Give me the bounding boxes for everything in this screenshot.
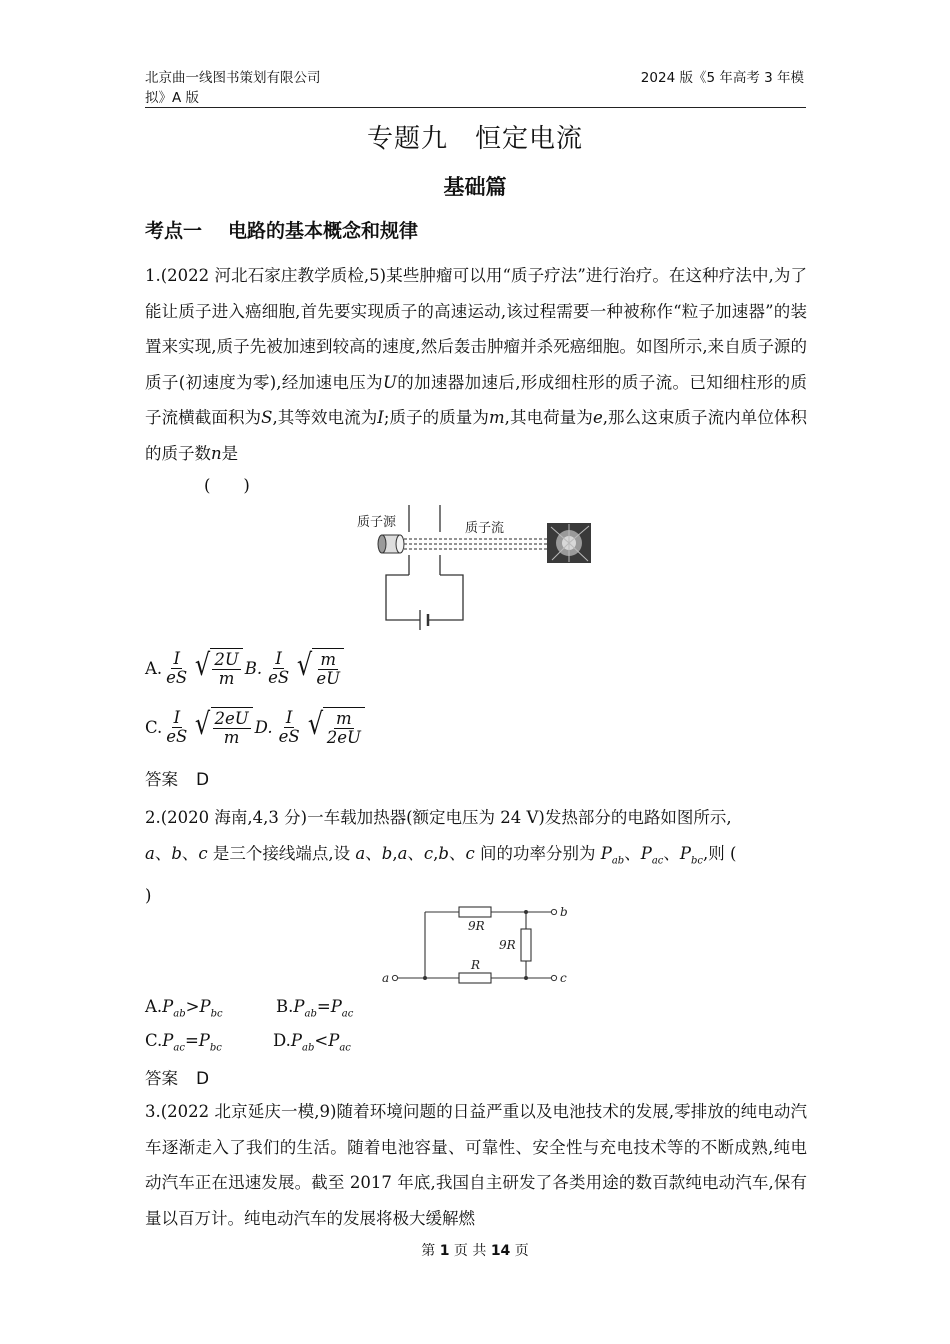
q1-option-b-label: B. [244,658,263,678]
fraction-denominator: eS [166,667,188,687]
battery-circuit [386,575,463,630]
q1-text: 是 [221,443,239,463]
header-rule [145,107,806,108]
terminal-a-label: a [382,971,390,985]
q1-text: 某些肿瘤可以用“质子疗法”进行治疗。在这种疗法中,为了能让质子进入癌细胞,首先要实现质子的高速运动,该过程需要一种被称作“粒子加速器”的装置来实现,质子先被加速到较高的速度,然后轰击肿瘤并杀死癌细胞。如图所示,来自质子源的质子(初速度为零),经加速电压为 [145,266,807,392]
q1-option-d-sqrt: √ $\frac{m}{2eU}$ [306,707,365,747]
fraction-numerator: 2U [214,650,239,669]
proton-stream [404,539,547,549]
section-label: 考点一 [145,220,203,242]
section-title: 电路的基本概念和规律 [228,220,419,242]
accelerator-plates [409,505,440,575]
q1-option-a-fraction [164,650,189,687]
header-publisher-line1: 北京曲一线图书策划有限公司 [145,70,321,86]
q1-option-b-fraction [266,650,291,687]
page-subtitle: 基础篇 [443,175,507,199]
proton-source-icon [378,535,404,553]
question-1 [145,258,807,471]
q1-var: e [592,408,603,427]
label-9r-right: 9R [499,938,516,952]
q1-option-b-sqrt: √ $\frac{m}{eU}$ [295,648,344,688]
fraction-numerator: 2eU [214,709,249,728]
fraction-denominator: eS [166,726,188,746]
proton-accelerator-figure [355,505,600,635]
q2-option-b: $B.P_{ab}=P_{ac}$ [276,997,354,1020]
q1-var: S [261,408,273,427]
fig1-stream-label: 质子流 [465,521,505,536]
header-publisher [145,68,365,108]
q2-text-line-2: a、b、c 是三个接线端点,设 a、b,a、c,b、c 间的功率分别为 $P_{ab}$、$P_{ac}$、$P_{bc}$,则 ( [145,843,737,866]
tumor-cell-icon [547,523,591,563]
answer-value: D [196,770,210,790]
q3-text: 随着环境问题的日益严重以及电池技术的发展,零排放的纯电动汽车逐渐走入了我们的生活。随着电池容量、可靠性、安全性与充电技术等的不断成熟,纯电动汽车正在迅速发展。截至 2017 年底,我国自主研发了各类用途的数百款纯电动汽车,保有量以百万计。纯电动汽车的发展将极大缓解燃 [145,1102,807,1228]
q2-option-d: $D.P_{ab}<P_{ac}$ [273,1031,351,1054]
q2-option-c: $C.P_{ac}=P_{bc}$ [145,1031,222,1054]
question-3 [145,1094,807,1236]
q1-var: n [211,443,222,463]
footer-text: 页 共 [453,1243,487,1259]
page-title: 专题九 恒定电流 [366,124,583,154]
q1-option-d-label: D. [254,717,273,737]
option-label: A. [145,997,163,1016]
q1-options-row-2 [145,707,365,747]
footer-text: 页 [514,1243,529,1259]
q1-text: 的加速器加速后,形成细柱形的质子流。已知细柱形的质子流横截面积为 [145,372,807,427]
q1-source: 1.(2022 河北石家庄教学质检,5) [145,266,387,285]
section-heading [145,216,418,243]
resistor-9r-top [459,907,491,917]
fig1-source-label: 质子源 [357,515,397,530]
q1-text: ,其电荷量为 [504,408,593,427]
q1-text: ,其等效电流为 [272,408,378,427]
terminal-b-label: b [560,905,568,919]
label-9r-top: 9R [468,919,485,933]
question-2 [145,800,807,914]
option-label: D. [273,1031,291,1050]
q1-var: U [382,372,397,392]
q2-text-line-3: ) [145,886,152,906]
q1-option-a-sqrt: √ $\frac{2U}{m}$ [193,648,243,688]
q1-var: m [489,408,505,427]
fraction-numerator: m [336,709,352,728]
q3-source: 3.(2022 北京延庆一模,9) [145,1102,337,1121]
q1-option-a-label: A. [145,658,163,678]
q1-option-c-label: C. [145,717,163,737]
answer-label: 答案 [145,770,178,789]
resistor-r-bottom [459,973,491,983]
answer-value: D [196,1069,210,1089]
q1-text: ;质子的质量为 [383,408,490,427]
q2-text: 一车载加热器(额定电压为 24 V)发热部分的电路如图所示, [307,808,732,827]
header-book-title: 2024 版《5 年高考 3 年模 [640,70,804,86]
q1-option-c-fraction [164,709,189,746]
fraction-denominator: eS [268,667,290,687]
q1-option-d-fraction [277,709,302,746]
fraction-denominator: eU [316,669,341,688]
fraction-denominator: m [218,669,235,688]
footer-text: 第 [421,1243,436,1259]
page-footer [0,1240,950,1260]
fraction-numerator: I [173,707,181,727]
resistor-9r-right [521,929,531,961]
q1-var: I [377,408,384,427]
q1-options-row-1 [145,648,344,688]
label-r-bottom: R [471,958,481,972]
q2-source: 2.(2020 海南,4,3 分) [145,808,308,827]
fraction-numerator: I [173,648,180,668]
q1-answer-blank: ( ) [204,476,250,495]
terminal-c-label: c [560,971,567,985]
fraction-denominator: m [223,728,240,747]
option-label: C. [145,1031,163,1050]
option-label: B. [276,997,294,1016]
footer-total-pages: 14 [490,1243,511,1259]
q2-answer [145,1065,209,1089]
fraction-denominator: 2eU [326,728,361,747]
fraction-numerator: I [285,707,293,727]
header-publisher-line2: 拟》A 版 [145,90,200,106]
answer-label: 答案 [145,1069,178,1088]
q1-option-c-sqrt: √ $\frac{2eU}{m}$ [193,707,252,747]
heater-circuit-figure [378,902,573,992]
fraction-numerator: m [320,650,337,669]
footer-page-number: 1 [439,1243,450,1259]
fraction-denominator: eS [278,726,300,746]
q2-option-a: $A.P_{ab}>P_{bc}$ [145,997,223,1020]
q1-text: ,那么这束质子流内单位体积的质子数 [145,408,808,463]
q1-answer [145,766,209,790]
fraction-numerator: I [275,648,282,668]
